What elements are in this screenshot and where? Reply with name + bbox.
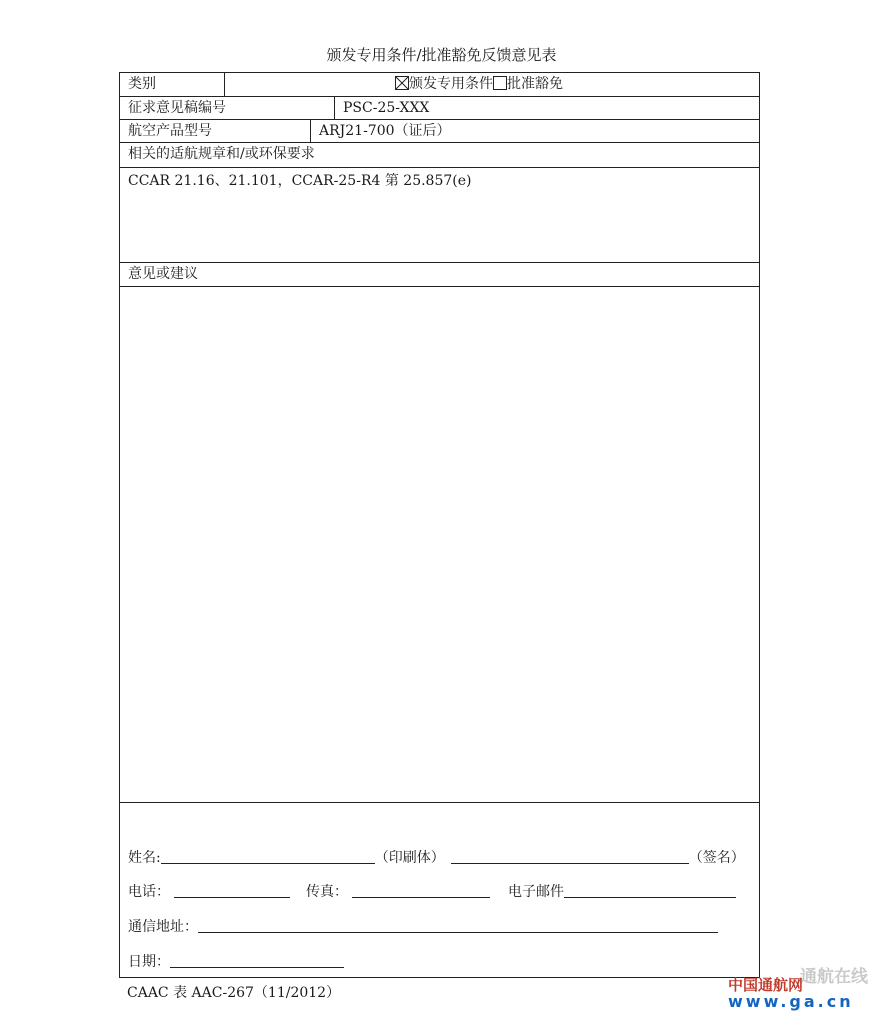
- address-field[interactable]: [198, 918, 718, 933]
- watermark-site-name: 中国通航网: [728, 976, 804, 994]
- name-print-field[interactable]: [161, 849, 375, 864]
- regulations-content-row: [120, 168, 759, 263]
- form-code: CAAC 表 AAC-267（11/2012）: [127, 985, 341, 1001]
- draft-number-value[interactable]: PSC-25-XXX: [334, 97, 759, 119]
- contact-line: [128, 881, 736, 901]
- date-field[interactable]: [170, 953, 344, 968]
- special-conditions-checkbox[interactable]: [395, 76, 409, 90]
- exemption-label: 批准豁免: [507, 76, 563, 92]
- regulations-value[interactable]: CCAR 21.16、21.101，CCAR-25-R4 第 25.857(e): [128, 173, 472, 189]
- fax-label: 传真：: [306, 884, 348, 900]
- name-sign-field[interactable]: [451, 849, 689, 864]
- product-model-row: [120, 120, 759, 143]
- draft-number-label: 征求意见稿编号: [128, 100, 226, 116]
- comments-header-row: [120, 263, 759, 287]
- date-label: 日期：: [128, 954, 170, 970]
- category-row: [120, 73, 759, 97]
- product-model-value[interactable]: ARJ21-700（证后）: [310, 120, 759, 142]
- watermark: [726, 962, 878, 1012]
- product-model-label: 航空产品型号: [128, 123, 212, 139]
- phone-field[interactable]: [174, 883, 290, 898]
- feedback-form: [119, 72, 760, 978]
- document-title: 颁发专用条件/批准豁免反馈意见表: [326, 46, 557, 64]
- phone-label: 电话：: [128, 884, 170, 900]
- checkbox-x-icon: [396, 77, 408, 89]
- category-label: 类别: [128, 76, 156, 92]
- comments-label: 意见或建议: [128, 266, 198, 282]
- category-options: [224, 73, 759, 96]
- regulations-label: 相关的适航规章和/或环保要求: [128, 146, 315, 162]
- date-line: [128, 951, 344, 971]
- address-line: [128, 916, 718, 936]
- fax-field[interactable]: [352, 883, 490, 898]
- address-label: 通信地址：: [128, 919, 198, 935]
- email-field[interactable]: [564, 883, 736, 898]
- watermark-url: www.ga.cn: [728, 992, 854, 1011]
- name-label: 姓名:: [128, 850, 161, 866]
- exemption-checkbox[interactable]: [493, 76, 507, 90]
- watermark-channel: 通航在线: [800, 967, 868, 987]
- email-label: 电子邮件: [508, 884, 564, 900]
- comments-area[interactable]: [120, 287, 759, 803]
- regulations-header-row: [120, 143, 759, 168]
- print-label: （印刷体）: [374, 850, 445, 866]
- draft-number-row: [120, 97, 759, 120]
- sign-label: （签名）: [688, 850, 745, 866]
- special-conditions-label: 颁发专用条件: [409, 76, 493, 92]
- name-line: [128, 847, 745, 867]
